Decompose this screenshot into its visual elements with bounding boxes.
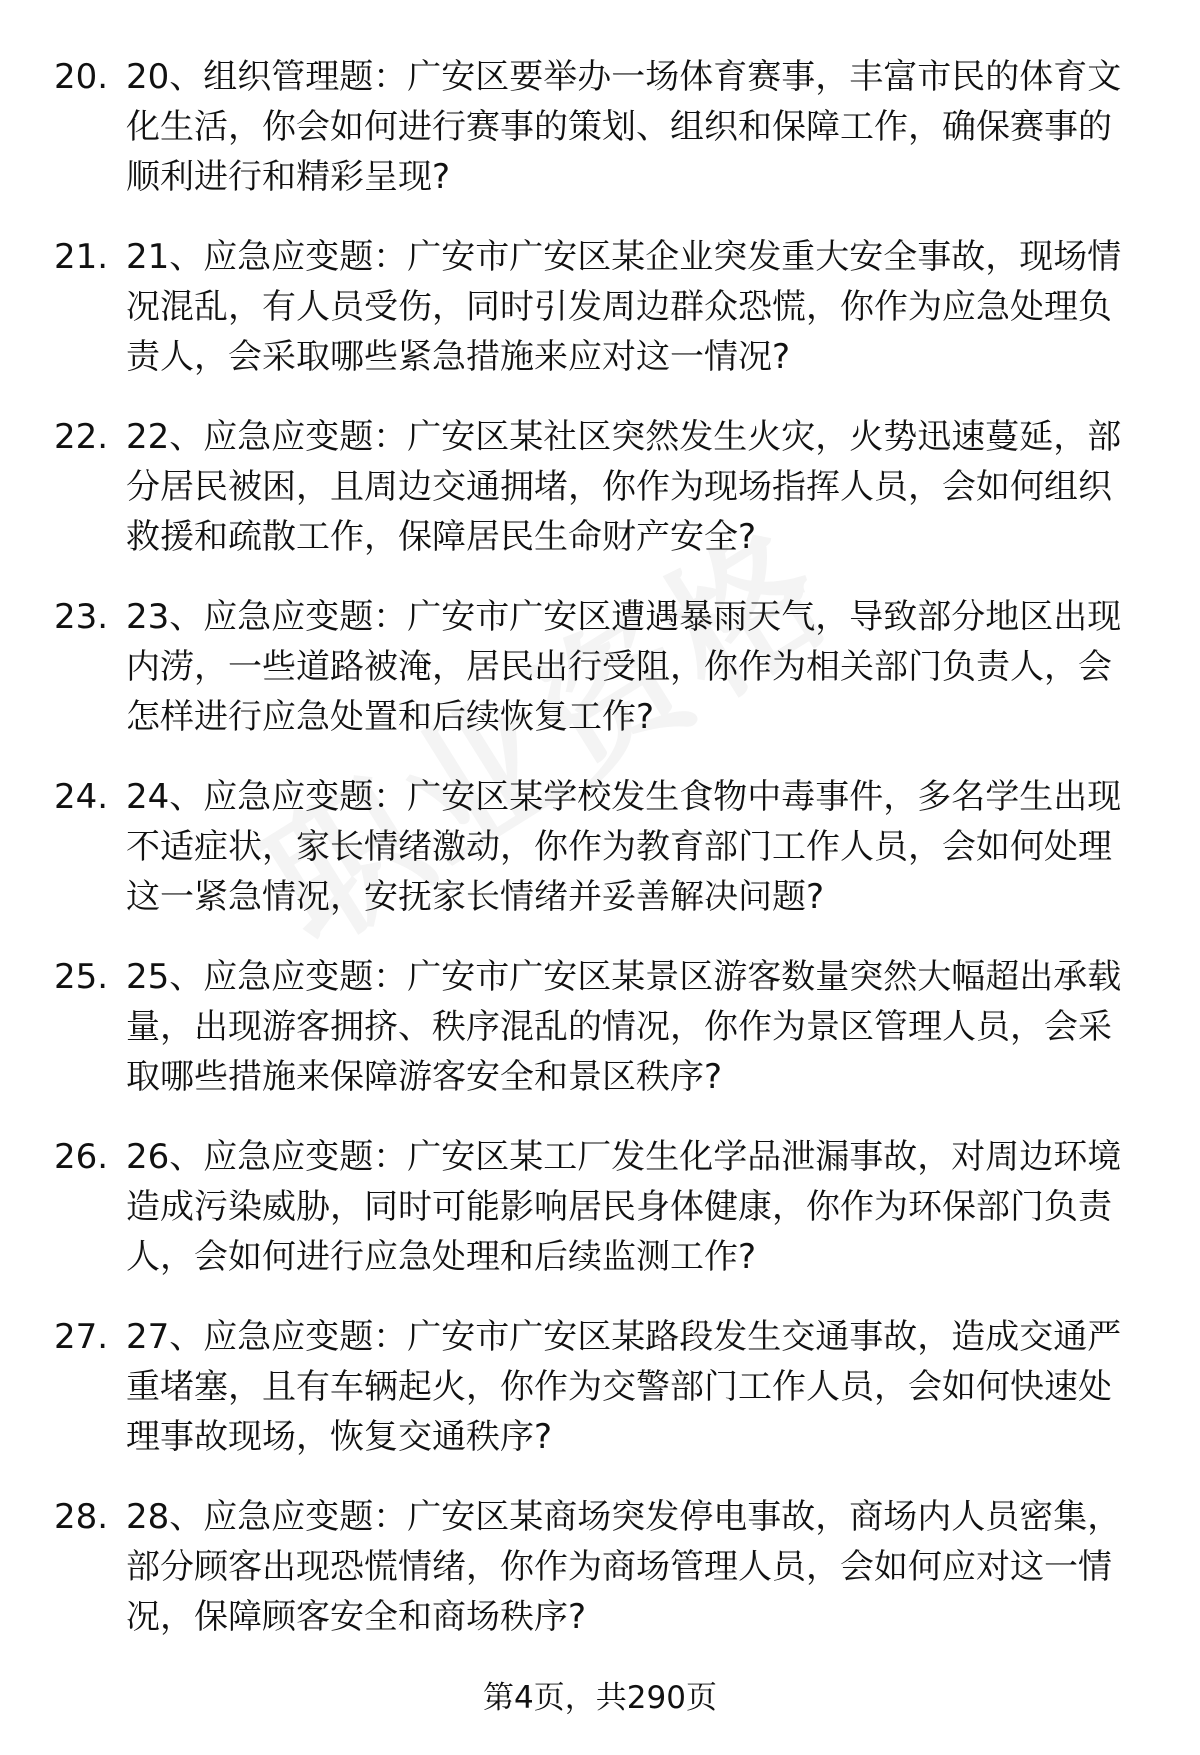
question-text: 27、应急应变题：广安市广安区某路段发生交通事故，造成交通严重堵塞，且有车辆起火，你作为交警部门工作人员，会如何快速处理事故现场，恢复交通秩序? <box>126 1317 1122 1457</box>
question-item <box>0 952 1200 1132</box>
question-item <box>0 412 1200 592</box>
question-text: 24、应急应变题：广安区某学校发生食物中毒事件，多名学生出现不适症状，家长情绪激动，你作为教育部门工作人员，会如何处理这一紧急情况，安抚家长情绪并妥善解决问题? <box>126 777 1122 917</box>
question-text: 25、应急应变题：广安市广安区某景区游客数量突然大幅超出承载量，出现游客拥挤、秩序混乱的情况，你作为景区管理人员，会采取哪些措施来保障游客安全和景区秩序? <box>126 957 1122 1097</box>
question-text: 28、应急应变题：广安区某商场突发停电事故，商场内人员密集，部分顾客出现恐慌情绪，你作为商场管理人员，会如何应对这一情况，保障顾客安全和商场秩序? <box>126 1497 1122 1637</box>
question-number: 23. <box>54 597 109 637</box>
question-number: 20. <box>54 57 109 97</box>
question-number: 25. <box>54 957 109 997</box>
question-number: 27. <box>54 1317 109 1357</box>
question-text: 20、组织管理题：广安区要举办一场体育赛事，丰富市民的体育文化生活，你会如何进行赛事的策划、组织和保障工作，确保赛事的顺利进行和精彩呈现? <box>126 57 1122 197</box>
question-text: 26、应急应变题：广安区某工厂发生化学品泄漏事故，对周边环境造成污染威胁，同时可能影响居民身体健康，你作为环保部门负责人，会如何进行应急处理和后续监测工作? <box>126 1137 1122 1277</box>
question-item <box>0 1312 1200 1492</box>
page-footer: 第4页，共290页 <box>483 1680 717 1716</box>
question-item <box>0 772 1200 952</box>
question-number: 26. <box>54 1137 109 1177</box>
question-item <box>0 52 1200 232</box>
question-text: 22、应急应变题：广安区某社区突然发生火灾，火势迅速蔓延，部分居民被困，且周边交通拥堵，你作为现场指挥人员，会如何组织救援和疏散工作，保障居民生命财产安全? <box>126 417 1122 557</box>
question-number: 24. <box>54 777 109 817</box>
question-item <box>0 1492 1200 1672</box>
question-item <box>0 1132 1200 1312</box>
question-number: 22. <box>54 417 109 457</box>
question-item <box>0 592 1200 772</box>
question-text: 21、应急应变题：广安市广安区某企业突发重大安全事故，现场情况混乱，有人员受伤，同时引发周边群众恐慌，你作为应急处理负责人，会采取哪些紧急措施来应对这一情况? <box>126 237 1122 377</box>
question-number: 28. <box>54 1497 109 1537</box>
question-list <box>0 52 1200 1672</box>
question-number: 21. <box>54 237 109 277</box>
question-text: 23、应急应变题：广安市广安区遭遇暴雨天气，导致部分地区出现内涝，一些道路被淹，居民出行受阻，你作为相关部门负责人，会怎样进行应急处置和后续恢复工作? <box>126 597 1122 737</box>
question-item <box>0 232 1200 412</box>
